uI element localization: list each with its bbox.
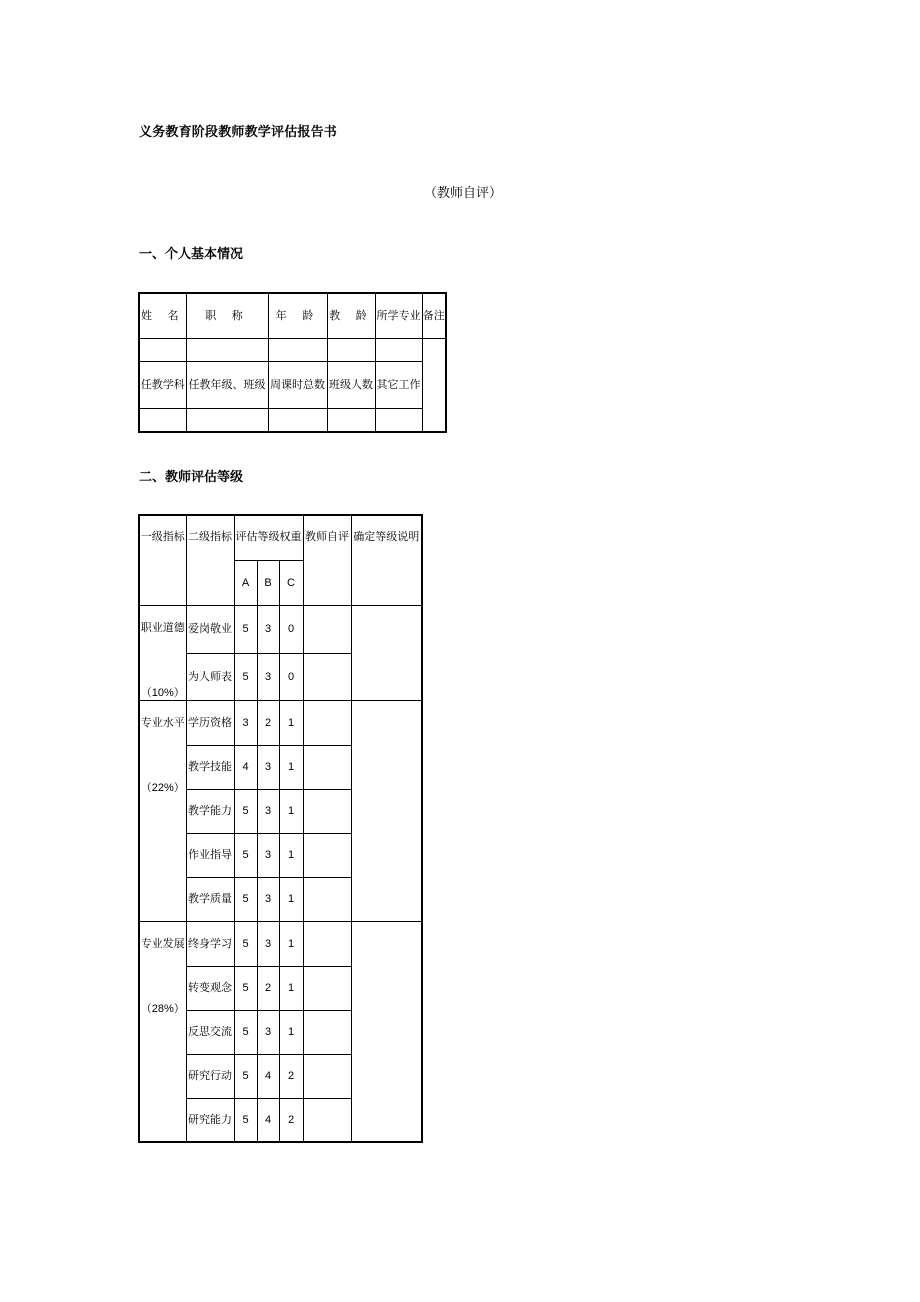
grade-weight-b: 3 (257, 833, 279, 877)
header-self-eval: 教师自评 (303, 515, 351, 605)
header-weekly-hours: 周课时总数 (268, 361, 327, 408)
grade-weight-c: 1 (279, 1010, 303, 1054)
grade-weight-b: 3 (257, 1010, 279, 1054)
level1-indicator-weight: （22%） (140, 781, 185, 794)
self-eval-cell[interactable] (303, 789, 351, 833)
grade-weight-a: 5 (234, 966, 257, 1010)
grade-weight-b: 3 (257, 745, 279, 789)
basic-info-input-row (139, 338, 446, 361)
self-eval-cell[interactable] (303, 605, 351, 653)
header-grade-weight: 评估等级权重 (234, 515, 303, 560)
confirm-level-cell[interactable] (351, 700, 422, 921)
cell-title-value[interactable] (186, 338, 268, 361)
level1-indicator (140, 606, 186, 700)
grade-weight-b: 3 (257, 653, 279, 700)
level2-indicator: 学历资格 (186, 700, 234, 745)
grade-weight-c: 1 (279, 877, 303, 921)
evaluation-row (139, 605, 422, 653)
grade-letter-a: A (234, 560, 257, 605)
header-other-work: 其它工作 (375, 361, 422, 408)
self-eval-cell[interactable] (303, 1098, 351, 1142)
level2-indicator: 教学技能 (186, 745, 234, 789)
header-class-size: 班级人数 (327, 361, 375, 408)
grade-weight-c: 1 (279, 700, 303, 745)
level1-indicator-cell (139, 921, 186, 1142)
cell-other-work-value[interactable] (375, 408, 422, 432)
section-heading-evaluation: 二、教师评估等级 (139, 470, 244, 485)
level2-indicator: 反思交流 (186, 1010, 234, 1054)
grade-weight-c: 1 (279, 833, 303, 877)
grade-weight-a: 4 (234, 745, 257, 789)
header-teaching-years: 教 龄 (327, 293, 375, 338)
grade-letter-b: B (257, 560, 279, 605)
self-eval-cell[interactable] (303, 700, 351, 745)
document-subtitle: （教师自评） (424, 186, 503, 201)
grade-weight-a: 3 (234, 700, 257, 745)
document-title: 义务教育阶段教师教学评估报告书 (139, 125, 338, 140)
cell-subject-value[interactable] (139, 408, 186, 432)
header-level2: 二级指标 (186, 515, 234, 605)
cell-weekly-hours-value[interactable] (268, 408, 327, 432)
grade-weight-c: 1 (279, 921, 303, 966)
grade-weight-a: 5 (234, 1054, 257, 1098)
basic-info-header-row-2 (139, 361, 446, 408)
grade-weight-c: 0 (279, 605, 303, 653)
level2-indicator: 教学能力 (186, 789, 234, 833)
grade-weight-a: 5 (234, 877, 257, 921)
grade-weight-c: 2 (279, 1098, 303, 1142)
cell-age-value[interactable] (268, 338, 327, 361)
header-title: 职 称 (186, 293, 268, 338)
header-age: 年 龄 (268, 293, 327, 338)
cell-grade-class-value[interactable] (186, 408, 268, 432)
self-eval-cell[interactable] (303, 966, 351, 1010)
level1-indicator-name: 专业水平 (140, 715, 185, 729)
level2-indicator: 研究能力 (186, 1098, 234, 1142)
header-subject: 任教学科 (139, 361, 186, 408)
grade-weight-b: 3 (257, 877, 279, 921)
section-heading-basic-info: 一、个人基本情况 (139, 247, 244, 262)
header-major: 所学专业 (375, 293, 422, 338)
grade-weight-c: 0 (279, 653, 303, 700)
grade-weight-a: 5 (234, 921, 257, 966)
cell-teaching-years-value[interactable] (327, 338, 375, 361)
level1-indicator-cell (139, 700, 186, 921)
grade-letter-c: C (279, 560, 303, 605)
level1-indicator-cell (139, 605, 186, 700)
level1-indicator (140, 922, 186, 1016)
grade-weight-a: 5 (234, 605, 257, 653)
grade-weight-b: 4 (257, 1054, 279, 1098)
level2-indicator: 作业指导 (186, 833, 234, 877)
level2-indicator: 终身学习 (186, 921, 234, 966)
level1-indicator-weight: （10%） (140, 686, 185, 699)
level1-indicator-name: 专业发展 (140, 936, 185, 950)
grade-weight-a: 5 (234, 789, 257, 833)
cell-class-size-value[interactable] (327, 408, 375, 432)
level2-indicator: 爱岗敬业 (186, 605, 234, 653)
grade-weight-b: 4 (257, 1098, 279, 1142)
grade-weight-b: 3 (257, 605, 279, 653)
cell-remarks-value[interactable] (422, 338, 446, 432)
confirm-level-cell[interactable] (351, 921, 422, 1142)
level2-indicator: 为人师表 (186, 653, 234, 700)
self-eval-cell[interactable] (303, 1010, 351, 1054)
grade-weight-c: 2 (279, 1054, 303, 1098)
cell-name-value[interactable] (139, 338, 186, 361)
evaluation-row (139, 921, 422, 966)
header-grade-class: 任教年级、班级 (186, 361, 268, 408)
header-remarks: 备注 (422, 293, 446, 338)
self-eval-cell[interactable] (303, 1054, 351, 1098)
basic-info-header-row (139, 293, 446, 338)
level2-indicator: 研究行动 (186, 1054, 234, 1098)
grade-weight-c: 1 (279, 745, 303, 789)
header-level1: 一级指标 (139, 515, 186, 605)
grade-weight-b: 2 (257, 966, 279, 1010)
grade-weight-b: 2 (257, 700, 279, 745)
basic-info-input-row-2 (139, 408, 446, 432)
level2-indicator: 转变观念 (186, 966, 234, 1010)
level1-indicator-weight: （28%） (140, 1002, 185, 1015)
grade-weight-b: 3 (257, 921, 279, 966)
grade-weight-a: 5 (234, 833, 257, 877)
grade-weight-b: 3 (257, 789, 279, 833)
level2-indicator: 教学质量 (186, 877, 234, 921)
grade-weight-a: 5 (234, 653, 257, 700)
self-eval-cell[interactable] (303, 745, 351, 789)
header-name: 姓 名 (139, 293, 186, 338)
self-eval-cell[interactable] (303, 877, 351, 921)
self-eval-cell[interactable] (303, 653, 351, 700)
level1-indicator-name: 职业道德 (140, 620, 185, 634)
grade-weight-c: 1 (279, 966, 303, 1010)
basic-info-table (138, 292, 447, 433)
grade-weight-c: 1 (279, 789, 303, 833)
grade-weight-a: 5 (234, 1098, 257, 1142)
evaluation-table (138, 514, 423, 1143)
evaluation-header-row (139, 515, 422, 560)
grade-weight-a: 5 (234, 1010, 257, 1054)
self-eval-cell[interactable] (303, 921, 351, 966)
evaluation-row (139, 700, 422, 745)
cell-major-value[interactable] (375, 338, 422, 361)
confirm-level-cell[interactable] (351, 605, 422, 700)
header-confirm-level: 确定等级说明 (351, 515, 422, 605)
level1-indicator (140, 701, 186, 795)
self-eval-cell[interactable] (303, 833, 351, 877)
